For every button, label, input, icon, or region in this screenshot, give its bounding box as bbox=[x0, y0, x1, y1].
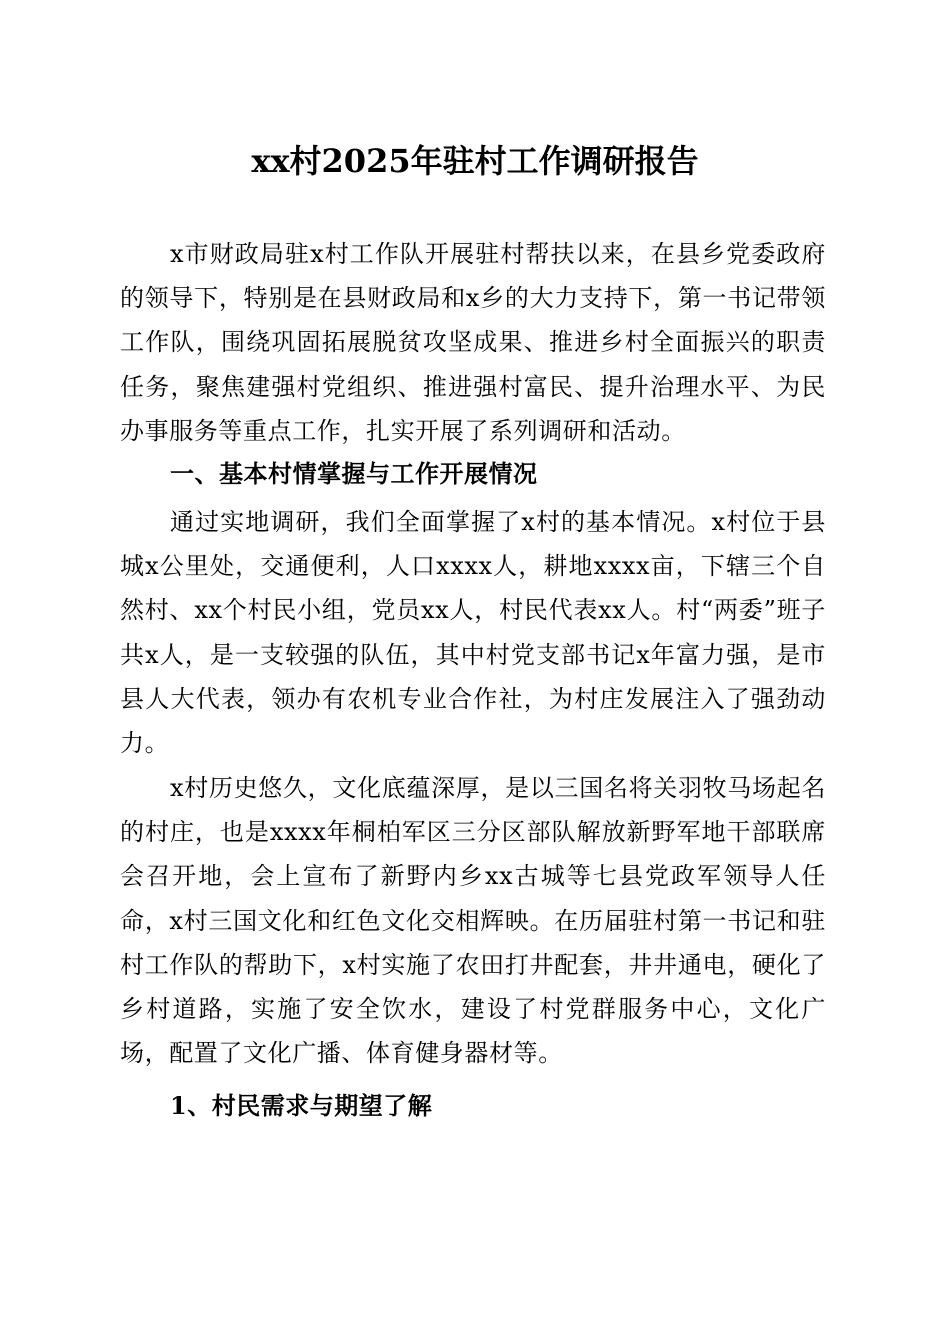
section-heading: 一、基本村情掌握与工作开展情况 bbox=[170, 460, 538, 488]
document-title: xx村2025年驻村工作调研报告 bbox=[251, 142, 699, 180]
village-basic-info-paragraph: 通过实地调研，我们全面掌握了x村的基本情况。x村位于县城x公里处，交通便利，人口xxxx人，耕地xxxx亩，下辖三个自然村、xx个村民小组，党员xx人，村民代表xx人。村“两委”班子共x人，是一支较强的队伍，其中村党支部书记x年富力强，是市县人大代表，领办有农机专业合作社，为村庄发展注入了强劲动力。 bbox=[120, 508, 826, 758]
subsection-heading: 1、村民需求与期望了解 bbox=[170, 1091, 433, 1120]
intro-paragraph: x市财政局驻x村工作队开展驻村帮扶以来，在县乡党委政府的领导下，特别是在县财政局和x乡的大力支持下，第一书记带领工作队，围绕巩固拓展脱贫攻坚成果、推进乡村全面振兴的职责任务，聚焦建强村党组织、推进强村富民、提升治理水平、为民办事服务等重点工作，扎实开展了系列调研和活动。 bbox=[120, 240, 826, 445]
village-history-paragraph: x村历史悠久，文化底蕴深厚，是以三国名将关羽牧马场起名的村庄，也是xxxx年桐柏军区三分区部队解放新野军地干部联席会召开地，会上宣布了新野内乡xx古城等七县党政军领导人任命，x村三国文化和红色文化交相辉映。在历届驻村第一书记和驻村工作队的帮助下，x村实施了农田打井配套，井井通电，硬化了乡村道路，实施了安全饮水，建设了村党群服务中心，文化广场，配置了文化广播、体育健身器材等。 bbox=[120, 774, 826, 1068]
